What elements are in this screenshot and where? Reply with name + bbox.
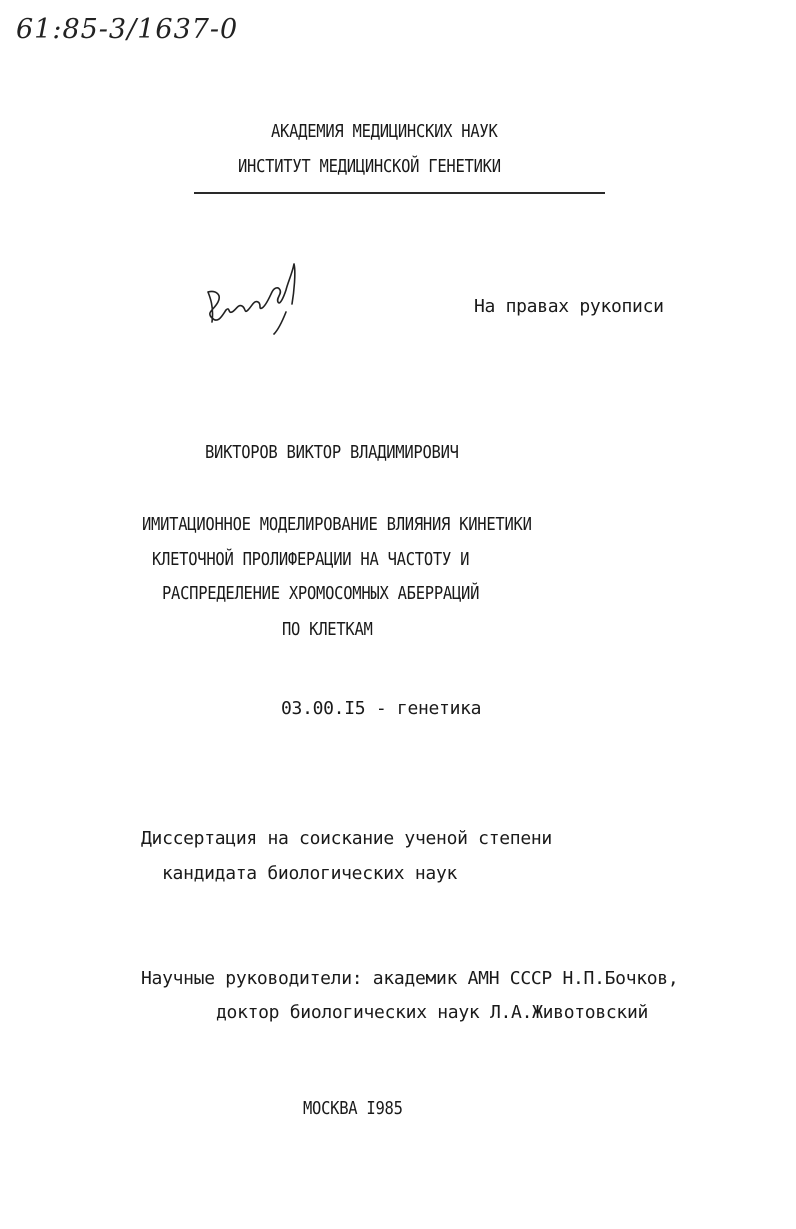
- specialty-code: 03.00.I5 - генетика: [281, 698, 482, 719]
- manuscript-note: На правах рукописи: [474, 296, 664, 317]
- city-year: МОСКВА I985: [303, 1098, 403, 1119]
- degree-line: кандидата биологических наук: [162, 863, 458, 884]
- author-name: ВИКТОРОВ ВИКТОР ВЛАДИМИРОВИЧ: [205, 442, 459, 463]
- institute-name: ИНСТИТУТ МЕДИЦИНСКОЙ ГЕНЕТИКИ: [238, 156, 501, 177]
- supervisors-line: Научные руководители: академик АМН СССР Н.П.Бочков,: [141, 968, 679, 989]
- title-line: ИМИТАЦИОННОЕ МОДЕЛИРОВАНИЕ ВЛИЯНИЯ КИНЕТИКИ: [142, 514, 532, 535]
- header-divider: [194, 192, 605, 194]
- title-line: ПО КЛЕТКАМ: [282, 619, 373, 640]
- archive-code: 61:85-3/1637-0: [16, 14, 239, 45]
- academy-name: АКАДЕМИЯ МЕДИЦИНСКИХ НАУК: [271, 121, 498, 142]
- supervisors-line: доктор биологических наук Л.А.Животовский: [216, 1002, 649, 1023]
- handwritten-signature: [200, 252, 310, 342]
- title-line: КЛЕТОЧНОЙ ПРОЛИФЕРАЦИИ НА ЧАСТОТУ И: [152, 549, 470, 570]
- title-line: РАСПРЕДЕЛЕНИЕ ХРОМОСОМНЫХ АБЕРРАЦИЙ: [162, 583, 480, 604]
- degree-line: Диссертация на соискание ученой степени: [141, 828, 552, 849]
